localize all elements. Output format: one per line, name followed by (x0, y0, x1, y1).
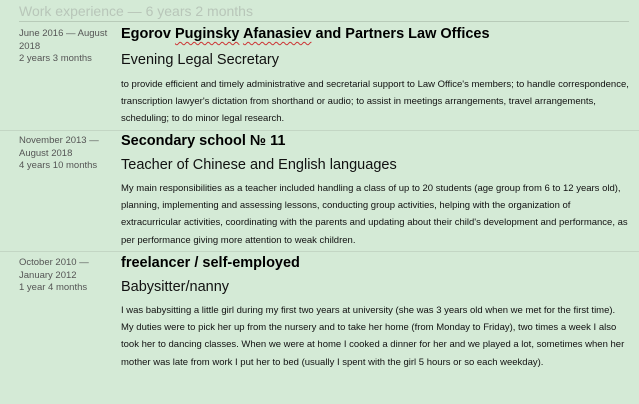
section-title: Work experience — 6 years 2 months (19, 3, 629, 22)
job-company: Secondary school № 11 (121, 133, 286, 149)
job-period: November 2013 — August 2018 (19, 135, 99, 159)
company-word-2: Puginsky (174, 26, 240, 42)
job-description: to provide efficient and timely administrative and secretarial support to Law Office's members; to handle correspondence, transcription lawyer's dictation from shorthand or audio; to assist in meetings arrangements, travel arrangements, scheduling; to do minor legal research. (121, 79, 629, 125)
job-position: Babysitter/nanny (121, 279, 230, 295)
company-word-1: Egorov (121, 26, 171, 42)
job-duration: 2 years 3 months (19, 53, 92, 64)
job-description: My main responsibilities as a teacher included handling a class of up to 20 students (age group from 6 to 12 years old), planning, implementing and assessing lessons, conducting group activities, helping with the organization of extracurricular activities, coordinating with the parents and updating about their child's development and performance, as per performance giving more attention to weak children. (121, 183, 628, 246)
job-dates (19, 135, 117, 173)
job-period: June 2016 — August 2018 (19, 28, 108, 52)
job-entry-2 (0, 130, 639, 248)
company-word-3: Afanasiev (242, 26, 312, 42)
job-position: Evening Legal Secretary (121, 52, 279, 68)
job-entry-1 (0, 25, 639, 130)
job-position: Teacher of Chinese and English languages (121, 157, 397, 173)
job-dates (19, 257, 117, 295)
company-word-rest: and Partners Law Offices (315, 26, 490, 42)
job-company (121, 26, 490, 42)
job-duration: 1 year 4 months (19, 282, 88, 293)
job-company: freelancer / self-employed (121, 255, 300, 271)
job-dates (19, 28, 117, 66)
job-duration: 4 years 10 months (19, 160, 98, 171)
job-description: I was babysitting a little girl during my first two years at university (she was 3 years old when we met for the first time). My duties were to pick her up from the nursery and to take her home (from Monday to Friday), two times a week I also took her to dancing classes. When we were at home I cooked a dinner for her and we played a lot, sometimes when her mother was late from work I put her to bed (usually I spent with the girl 5 hours or so each weekday). (121, 305, 625, 368)
job-entry-3 (0, 251, 639, 392)
job-period: October 2010 — January 2012 (19, 257, 89, 281)
